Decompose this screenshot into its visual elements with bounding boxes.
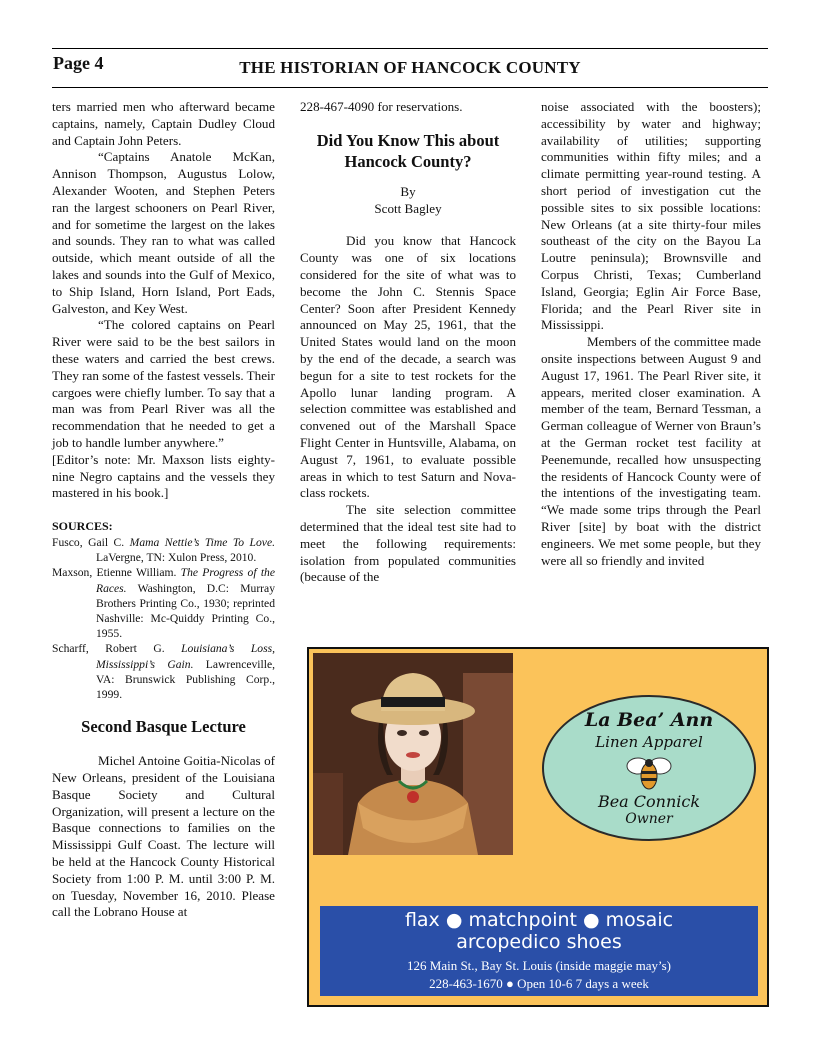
col2-paragraph-1: Did you know that Hancock County was one of six locations considered for the site of what was to become the John C. Stennis Space Center? Soon after President Kennedy announced on May 25, 1961, that the United States would land on the moon by the end of the decade, a search was begun for a site to test rockets for the Apollo lunar landing program. A selection committee was established and convened out of the Marshall Space Flight Center in Huntsville, Alabama, on August 7, 1961, to evaluate possible areas in which to test Saturn and Nova-class rockets. [300, 233, 516, 501]
mannequin-photo [313, 653, 513, 855]
shop-name: La Bea’ Ann [584, 709, 714, 731]
source-title: The Progress of the Races. [96, 566, 275, 595]
shop-logo [542, 695, 756, 841]
source-title: Louisiana’s Loss, Mississippi’s Gain. [96, 642, 275, 671]
page-number: Page 4 [53, 53, 104, 73]
reservation-phone-line: 228-467-4090 for reservations. [300, 99, 463, 114]
owner-title: Owner [625, 811, 673, 827]
sources-heading: SOURCES: [52, 519, 113, 534]
masthead: THE HISTORIAN OF HANCOCK COUNTY [239, 58, 581, 77]
basque-lecture-heading: Second Basque Lecture [81, 717, 246, 737]
column-1 [52, 99, 275, 921]
col1-paragraph-2: “Captains Anatole McKan, Annison Thompson, Augustus Lolow, Alexander Wooten, and Stephen Peters ran the largest schooners on Pearl River, and for sometime the largest on the lakes and sounds. They ran to what was called outside, which meant outside of all the lakes and sounds into the Gulf of Mexico, to Ship Island, Horn Island, Port Eads, Galveston, and Key West. [52, 149, 275, 316]
source-publisher: Lawrenceville, VA: Brunswick Publishing Corp., 1999. [96, 657, 275, 701]
masthead-rule [52, 87, 768, 88]
brands-line-1: flax ● matchpoint ● mosaic [404, 909, 674, 931]
column-3 [541, 99, 761, 569]
column-2 [300, 99, 516, 586]
shop-phone-hours: 228-463-1670 ● Open 10-6 7 days a week [429, 976, 649, 991]
col1-editor-note: [Editor’s note: Mr. Maxson lists eighty-nine Negro captains and the vessels they mastered in his book.] [52, 451, 275, 501]
owner-name: Bea Connick [597, 792, 701, 811]
basque-lecture-text: Michel Antoine Goitia-Nicolas of New Orleans, president of the Louisiana Basque Society and Cultural Organization, will present a lecture on the Basque connections to families on the Mississippi Gulf Coast. The lecture will be held at the Hancock County Historical Society from 1:00 P. M. until 3:00 P. M. on Tuesday, November 16, 2010. Please call the Lobrano House at [52, 753, 275, 920]
source-author: Maxson, Etienne William. [52, 566, 177, 580]
top-rule [52, 48, 768, 49]
mannequin-illustration [313, 653, 513, 855]
article-heading: Did You Know This about Hancock County? [316, 130, 500, 171]
col3-paragraph-1: noise associated with the boosters); accessibility by water and highway; availability of utilities; supporting communities within fifty miles; and a climate permitting year-round testing. A short period of investigation cut the possible sites to six possible locations: New Orleans (at a site thirty-four miles southeast of the city on the Bayou La Loutre peninsula); Brownsville and Corpus Christi, Texas; Cumberland Island, Georgia; Eglin Air Force Base, Florida; and the Pearl River site in Mississippi. [541, 99, 761, 333]
source-entry [52, 641, 275, 702]
la-bea-ann-advertisement [307, 647, 769, 1007]
shop-address: 126 Main St., Bay St. Louis (inside maggie may’s) [407, 958, 671, 973]
shop-tagline: Linen Apparel [595, 733, 703, 751]
source-entry [52, 535, 275, 565]
brands-line-2: arcopedico shoes [456, 931, 622, 953]
brands-banner [320, 906, 758, 996]
byline-author: Scott Bagley [374, 200, 442, 216]
col2-paragraph-2: The site selection committee determined that the ideal test site had to meet the following requirements: isolation from populated communities (because of the [300, 502, 516, 585]
col1-paragraph-1: ters married men who afterward became captains, namely, Captain Dudley Cloud and Captain John Peters. [52, 99, 275, 148]
bee-icon [544, 754, 754, 792]
byline-by: By [400, 183, 416, 199]
source-publisher: Washington, D.C: Murray Brothers Printing Co., 1930; reprinted Nashville: Mc-Quiddy Printing Co., 1955. [96, 581, 275, 641]
col3-paragraph-2: Members of the committee made onsite inspections between August 9 and August 17, 1961. The Pearl River site, it appears, merited closer examination. A member of the team, Bernard Tessman, a German colleague of Werner von Braun’s at the German rocket test facility at Peenemunde, recalled how unsuspecting the residents of Hancock County were of the intentions of the investigating team. “We made some trips through the Pearl River [site] by boat with the district engineers. We met some people, but they were all so friendly and invited [541, 334, 761, 568]
source-author: Fusco, Gail C. [52, 535, 125, 549]
source-title: Mama Nettie’s Time To Love. [129, 535, 275, 549]
source-publisher: LaVergne, TN: Xulon Press, 2010. [96, 551, 257, 565]
source-author: Scharff, Robert G. [52, 642, 165, 656]
source-entry [52, 565, 275, 641]
col1-paragraph-3: “The colored captains on Pearl River were said to be the best sailors in these waters and carried the best crews. They ran some of the fastest vessels. Their cargoes were chiefly lumber. To say that a man was from Pearl River was all the recommendation that he needed to get a job to handle lumber anywhere.” [52, 317, 276, 450]
